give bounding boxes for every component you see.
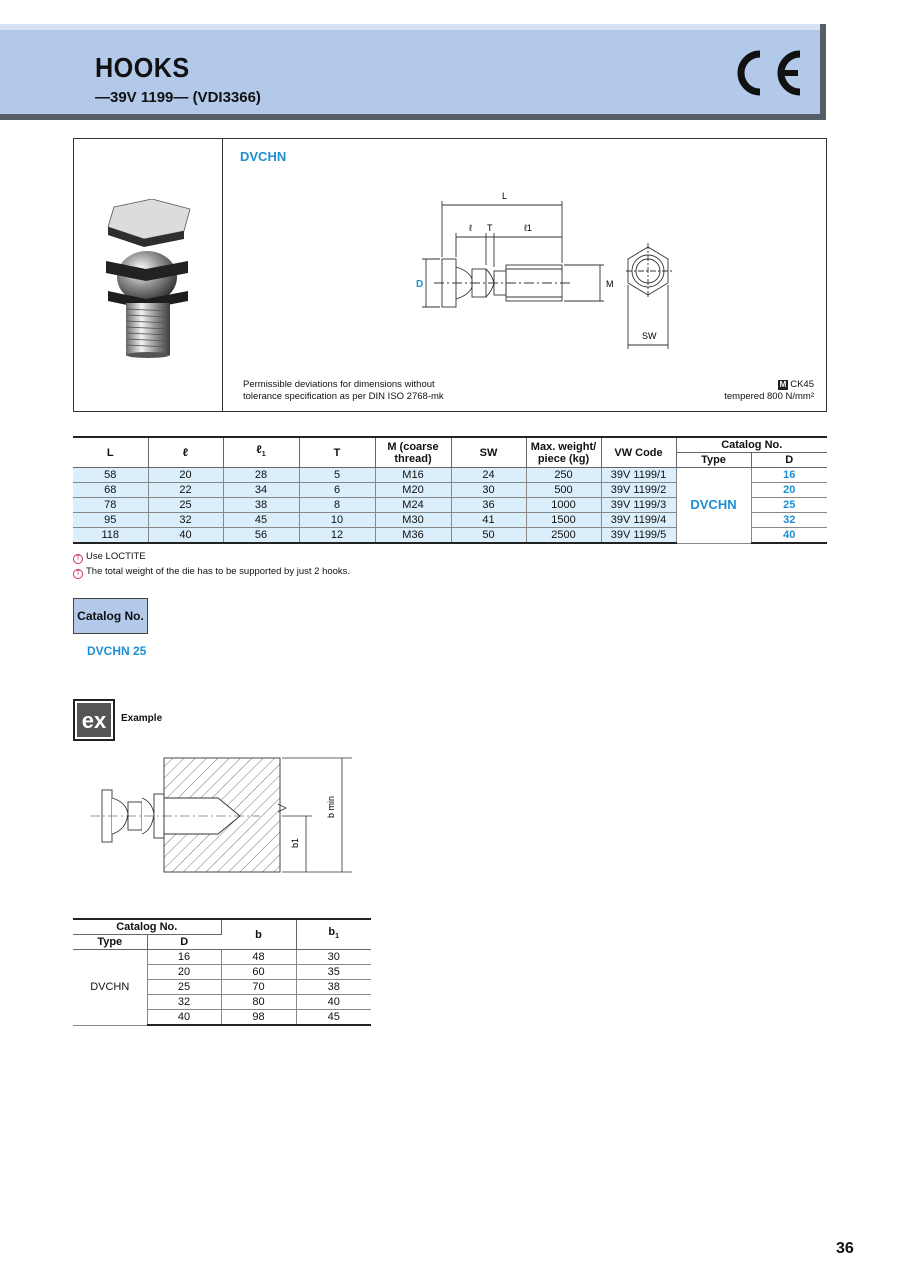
material-value: CK45 bbox=[790, 379, 814, 390]
table-row: 25 70 38 bbox=[73, 980, 371, 995]
table-row: 118 40 56 12 M36 50 2500 39V 1199/5 40 bbox=[73, 528, 827, 544]
type-cell: DVCHN bbox=[73, 950, 147, 1026]
table-row: 68 22 34 6 M20 30 500 39V 1199/2 20 bbox=[73, 483, 827, 498]
product-divider bbox=[222, 139, 223, 411]
col-header-T: T bbox=[299, 437, 375, 468]
catalog-no-label: Catalog No. bbox=[73, 598, 148, 634]
tolerance-note: Permissible deviations for dimensions without tolerance specification as per DIN ISO 2768-mk bbox=[243, 379, 444, 402]
col-header-L: L bbox=[73, 437, 148, 468]
remark-loctite: Use LOCTITE bbox=[86, 551, 146, 562]
table-row: 58 20 28 5 M16 24 250 39V 1199/1 DVCHN 16 bbox=[73, 468, 827, 483]
example-label: Example bbox=[121, 713, 163, 724]
col-header-weight: Max. weight/ piece (kg) bbox=[526, 437, 601, 468]
tool-icon: T bbox=[73, 569, 83, 579]
dim-label-D: D bbox=[416, 279, 424, 290]
spec-table bbox=[73, 436, 827, 544]
page-title: HOOKS bbox=[95, 52, 190, 83]
dim-label-b-min: b min bbox=[326, 795, 336, 818]
type-cell: DVCHN bbox=[676, 468, 751, 544]
dim-label-L: L bbox=[502, 191, 508, 201]
col-header-D: D bbox=[147, 935, 221, 950]
ce-mark-icon bbox=[730, 46, 806, 100]
table-row: 40 98 45 bbox=[73, 1010, 371, 1026]
table-row: 20 60 35 bbox=[73, 965, 371, 980]
col-header-D: D bbox=[751, 453, 827, 468]
table-row: 78 25 38 8 M24 36 1000 39V 1199/3 25 bbox=[73, 498, 827, 513]
dim-label-M: M bbox=[606, 279, 614, 289]
technical-drawing bbox=[394, 179, 694, 359]
col-header-catalog: Catalog No. bbox=[676, 437, 827, 453]
page-number: 36 bbox=[836, 1240, 854, 1257]
col-header-vw: VW Code bbox=[601, 437, 676, 468]
example-drawing bbox=[90, 750, 360, 880]
table-row: DVCHN 16 48 30 bbox=[73, 950, 371, 965]
b-dimension-table bbox=[73, 918, 371, 1026]
material-treatment: tempered 800 N/mm² bbox=[724, 391, 814, 402]
example-icon bbox=[73, 699, 117, 741]
col-header-type: Type bbox=[676, 453, 751, 468]
table-row: 95 32 45 10 M30 41 1500 39V 1199/4 32 bbox=[73, 513, 827, 528]
dim-label-SW: SW bbox=[642, 331, 657, 341]
page-subtitle: —39V 1199— (VDI3366) bbox=[95, 89, 261, 106]
dim-label-b1: b1 bbox=[290, 837, 300, 848]
table-row: 32 80 40 bbox=[73, 995, 371, 1010]
col-header-M: M (coarse thread) bbox=[375, 437, 451, 468]
col-header-type: Type bbox=[73, 935, 147, 950]
remark-weight: The total weight of the die has to be supported by just 2 hooks. bbox=[86, 566, 351, 577]
dim-label-l: ℓ bbox=[469, 223, 472, 233]
col-header-SW: SW bbox=[451, 437, 526, 468]
dim-label-l1: ℓ1 bbox=[524, 223, 532, 233]
product-box bbox=[73, 138, 827, 412]
material-note bbox=[724, 379, 814, 403]
material-icon: M bbox=[779, 380, 787, 389]
remarks bbox=[73, 549, 350, 579]
col-header-b1: $b_1$ bbox=[296, 919, 371, 950]
col-header-catalog: Catalog No. bbox=[73, 919, 221, 935]
tool-icon: T bbox=[73, 554, 83, 564]
hook-photo bbox=[102, 199, 192, 359]
col-header-b: b bbox=[221, 919, 296, 950]
catalog-no-example: DVCHN 25 bbox=[87, 644, 147, 658]
col-header-l: ℓ bbox=[148, 437, 223, 468]
col-header-l1: ℓ$_1$ bbox=[223, 437, 299, 468]
product-type-label: DVCHN bbox=[240, 149, 287, 164]
svg-text:ex: ex bbox=[81, 708, 107, 733]
dim-label-T: T bbox=[487, 223, 493, 233]
